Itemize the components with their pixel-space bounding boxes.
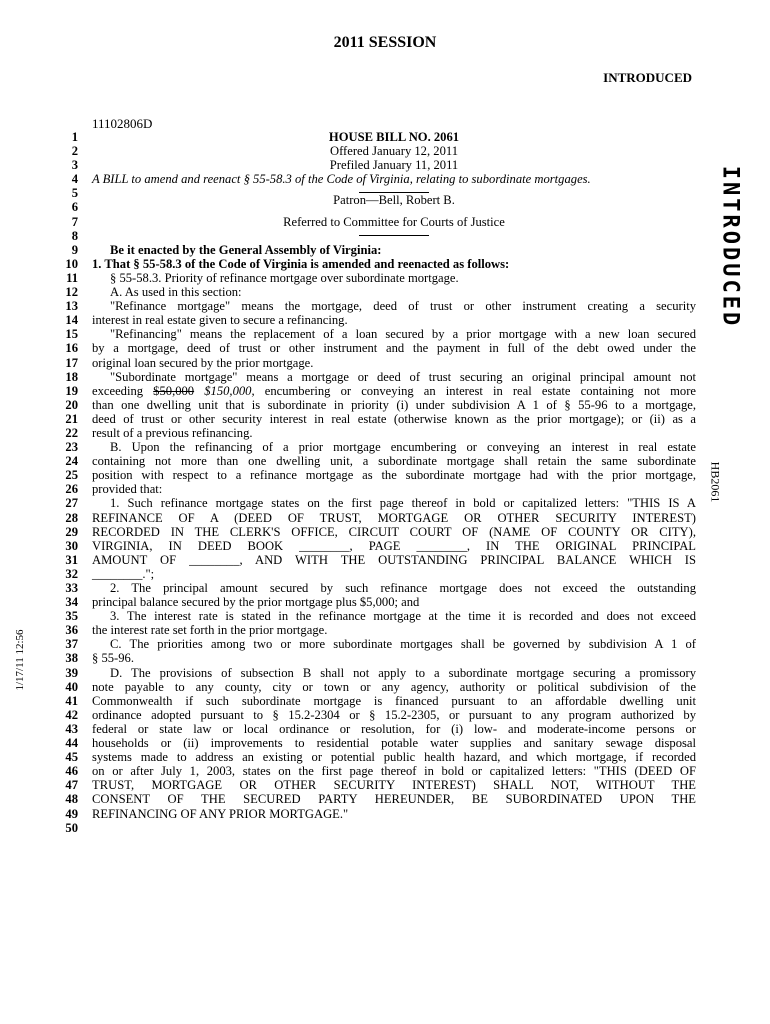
bill-line <box>56 356 696 370</box>
bill-text-line: "Subordinate mortgage" means a mortgage or deed of trust securing an original principal amount not <box>110 369 696 384</box>
bill-text-line: on or after July 1, 2003, states on the first page thereof in bold or capitalized letters: "THIS (DEED OF <box>92 764 696 779</box>
bill-line <box>56 398 696 412</box>
patron: Patron—Bell, Robert B. <box>333 193 455 208</box>
bill-line <box>56 553 696 567</box>
line-number: 41 <box>65 693 78 708</box>
print-timestamp-text: 1/17/11 12:56 <box>14 629 26 691</box>
bill-line <box>56 623 696 637</box>
bill-text-line: result of a previous refinancing. <box>92 425 253 440</box>
vertical-introduced-text: INTRODUCED <box>717 165 743 329</box>
bill-line <box>56 271 696 285</box>
line-number: 13 <box>65 299 78 314</box>
bill-line <box>56 666 696 680</box>
bill-text-line: containing not more than one dwelling unit, a subordinate mortgage shall retain the same subordinate <box>92 454 696 469</box>
bill-text-line: D. The provisions of subsection B shall not apply to a subordinate mortgage securing a promissory <box>110 665 696 680</box>
bill-text-line: "Refinance mortgage" means the mortgage, deed of trust or other instrument creating a security <box>110 299 696 314</box>
bill-line <box>56 440 696 454</box>
bill-text-line: REFINANCE OF A (DEED OF TRUST, MORTGAGE OR OTHER SECURITY INTEREST) <box>92 510 696 525</box>
bill-text-line: than one dwelling unit that is subordinate in priority (i) under subdivision A 1 of § 55-96 to a mortgage, <box>92 397 696 412</box>
amendment-clause: 1. That § 55-58.3 of the Code of Virginia is amended and reenacted as follows: <box>92 256 510 271</box>
bill-text-line: systems made to address an existing or potential public health hazard, and which mortgage, if recorded <box>92 750 696 765</box>
line-number: 34 <box>65 595 78 610</box>
document-id: 11102806D <box>92 116 153 131</box>
line-number: 8 <box>71 228 78 243</box>
line-number: 36 <box>65 623 78 638</box>
bill-line <box>56 384 696 398</box>
line-number: 20 <box>65 397 78 412</box>
separator-rule <box>92 229 696 236</box>
bill-text-line: deed of trust or other security interest in real estate (otherwise known as the prior mortgage); or (ii) as a <box>92 411 696 426</box>
line-number: 18 <box>65 369 78 384</box>
bill-code-text: HB2061 <box>708 461 723 503</box>
prefiled-date: Prefiled January 11, 2011 <box>329 158 459 173</box>
bill-line <box>56 144 696 158</box>
bill-text-line: by a mortgage, deed of trust or other instrument and the payment in full of the debt owed under the <box>92 341 696 356</box>
bill-line <box>56 792 696 806</box>
line-number: 27 <box>65 496 78 511</box>
line-number: 3 <box>71 158 78 173</box>
line-number: 49 <box>65 806 78 821</box>
line-number: 25 <box>65 468 78 483</box>
line-number: 42 <box>65 707 78 722</box>
line-number: 10 <box>65 256 78 271</box>
bill-line <box>56 680 696 694</box>
line-number: 4 <box>71 172 78 187</box>
line-number: 48 <box>65 792 78 807</box>
bill-text-line: 1. Such refinance mortgage states on the first page thereof in bold or capitalized letters: "THIS IS A <box>110 496 696 511</box>
line-number: 39 <box>65 665 78 680</box>
line-number: 17 <box>65 355 78 370</box>
bill-line <box>56 468 696 482</box>
bill-line <box>56 313 696 327</box>
bill-line <box>56 299 696 313</box>
print-timestamp <box>10 620 30 700</box>
line-number: 33 <box>65 581 78 595</box>
struck-amount: $50,000 <box>153 383 195 398</box>
line-number: 29 <box>65 524 78 539</box>
bill-text-line: 3. The interest rate is stated in the refinance mortgage at the time it is recorded and does not exceed <box>110 609 696 624</box>
bill-text-line: CONSENT OF THE SECURED PARTY HEREUNDER, BE SUBORDINATED UPON THE <box>92 792 696 807</box>
bill-line <box>56 454 696 468</box>
bill-line <box>56 229 696 243</box>
bill-line <box>56 511 696 525</box>
bill-line <box>56 595 696 609</box>
bill-line <box>56 215 696 229</box>
bill-text-line: TRUST, MORTGAGE OR OTHER SECURITY INTEREST) SHALL NOT, WITHOUT THE <box>92 778 696 793</box>
bill-line <box>56 496 696 510</box>
bill-line <box>56 130 696 144</box>
bill-line <box>56 193 696 215</box>
line-number: 44 <box>65 736 78 751</box>
bill-line <box>56 327 696 341</box>
bill-line <box>56 482 696 496</box>
bill-line <box>56 370 696 384</box>
bill-line <box>56 525 696 539</box>
bill-text-line: interest in real estate given to secure a refinancing. <box>92 313 348 328</box>
line-number: 9 <box>71 242 78 257</box>
bill-line <box>56 778 696 792</box>
line-number: 14 <box>65 313 78 328</box>
line-number: 23 <box>65 440 78 455</box>
line-number: 24 <box>65 454 78 469</box>
bill-line <box>56 750 696 764</box>
line-number: 12 <box>65 285 78 300</box>
enacting-clause: Be it enacted by the General Assembly of Virginia: <box>110 242 382 257</box>
bill-text-body <box>56 130 696 835</box>
text-segment: exceeding <box>92 383 144 398</box>
line-number: 31 <box>65 552 78 567</box>
line-number: 6 <box>71 200 78 215</box>
bill-text-line: ordinance adopted pursuant to § 15.2-2304 or § 15.2-2305, or pursuant to any program authorized by <box>92 707 696 722</box>
offered-date: Offered January 12, 2011 <box>330 144 458 159</box>
bill-text-line: note payable to any county, city or town or any agency, authority or political subdivision of the <box>92 679 696 694</box>
bill-line <box>56 764 696 778</box>
line-number: 7 <box>71 214 78 229</box>
bill-text-line: original loan secured by the prior mortgage. <box>92 355 314 370</box>
session-heading: 2011 SESSION <box>333 34 437 51</box>
bill-line <box>56 651 696 665</box>
bill-text-line: principal balance secured by the prior mortgage plus $5,000; and <box>92 595 420 610</box>
bill-line <box>56 412 696 426</box>
bill-line <box>56 708 696 722</box>
bill-line <box>56 821 696 835</box>
bill-text-line: position with respect to a refinance mortgage as the subordinate mortgage had with the prior mortgage, <box>92 468 696 483</box>
status-label: INTRODUCED <box>603 70 692 85</box>
line-number: 21 <box>65 411 78 426</box>
bill-text-line: AMOUNT OF ________, AND WITH THE OUTSTANDING PRINCIPAL BALANCE WHICH IS <box>92 552 696 567</box>
line-number: 40 <box>65 679 78 694</box>
bill-text-line: "Refinancing" means the replacement of a loan secured by a prior mortgage with a new loan secured <box>110 327 696 342</box>
bill-line <box>56 539 696 553</box>
line-number: 19 <box>65 383 78 398</box>
line-number: 16 <box>65 341 78 356</box>
line-number: 37 <box>65 637 78 652</box>
text-segment: encumbering or conveying an interest in real estate containing not more <box>264 383 696 398</box>
line-number: 43 <box>65 721 78 736</box>
bill-text-line <box>92 384 696 398</box>
bill-line <box>56 807 696 821</box>
bill-line <box>56 341 696 355</box>
bill-text-line: § 55-96. <box>92 651 134 666</box>
separator-rule <box>92 186 696 193</box>
line-number: 28 <box>65 510 78 525</box>
line-number: 1 <box>71 130 78 144</box>
bill-text-line: the interest rate set forth in the prior mortgage. <box>92 623 328 638</box>
bill-text-line: REFINANCING OF ANY PRIOR MORTGAGE." <box>92 806 349 821</box>
line-number: 22 <box>65 425 78 440</box>
bill-text-line: 2. The principal amount secured by such refinance mortgage does not exceed the outstanding <box>110 581 696 595</box>
line-number: 46 <box>65 764 78 779</box>
bill-line <box>56 736 696 750</box>
line-number: 11 <box>66 270 78 285</box>
line-number: 30 <box>65 538 78 553</box>
bill-line <box>56 637 696 651</box>
bill-line <box>56 285 696 299</box>
line-number: 5 <box>71 186 78 201</box>
bill-text-line: provided that: <box>92 482 163 497</box>
bill-summary: A BILL to amend and reenact § 55-58.3 of the Code of Virginia, relating to subordinate mortgages. <box>92 172 591 187</box>
bill-text-line: A. As used in this section: <box>110 285 242 300</box>
vertical-introduced-stamp <box>718 132 742 362</box>
bill-code-margin <box>705 452 725 512</box>
bill-line <box>56 567 696 581</box>
line-number: 35 <box>65 609 78 624</box>
bill-line <box>56 426 696 440</box>
bill-line <box>56 158 696 172</box>
bill-text-line: federal or state law or local ordinance or resolution, for (i) low- and moderate-income persons or <box>92 721 696 736</box>
bill-line <box>56 722 696 736</box>
bill-text-line: B. Upon the refinancing of a prior mortgage encumbering or conveying an interest in real estate <box>110 440 696 455</box>
line-number: 2 <box>71 144 78 159</box>
bill-text-line: ________."; <box>92 566 155 581</box>
bill-text-line: RECORDED IN THE CLERK'S OFFICE, CIRCUIT COURT OF (NAME OF COUNTY OR CITY), <box>92 524 696 539</box>
bill-line <box>56 257 696 271</box>
bill-line <box>56 694 696 708</box>
line-number: 26 <box>65 482 78 497</box>
bill-text-line: Commonwealth if such subordinate mortgage is financed pursuant to an affordable dwelling unit <box>92 693 696 708</box>
line-number: 32 <box>65 566 78 581</box>
section-heading: § 55-58.3. Priority of refinance mortgage over subordinate mortgage. <box>110 270 459 285</box>
bill-title: HOUSE BILL NO. 2061 <box>328 130 460 144</box>
line-number: 45 <box>65 750 78 765</box>
bill-text-line: C. The priorities among two or more subordinate mortgages shall be governed by subdivision A 1 of <box>110 637 696 652</box>
line-number: 47 <box>65 778 78 793</box>
bill-text-line: households or (ii) improvements to residential potable water supplies and sanitary sewage disposal <box>92 736 696 751</box>
line-number: 50 <box>65 820 78 835</box>
line-number: 15 <box>65 327 78 342</box>
committee-referral: Referred to Committee for Courts of Justice <box>283 214 505 229</box>
bill-line <box>56 172 696 186</box>
bill-text-line: VIRGINIA, IN DEED BOOK ________, PAGE ________, IN THE ORIGINAL PRINCIPAL <box>92 538 696 553</box>
bill-line <box>56 581 696 595</box>
line-number: 38 <box>65 651 78 666</box>
bill-line <box>56 243 696 257</box>
new-amount: $150,000, <box>204 383 255 398</box>
bill-line <box>56 609 696 623</box>
